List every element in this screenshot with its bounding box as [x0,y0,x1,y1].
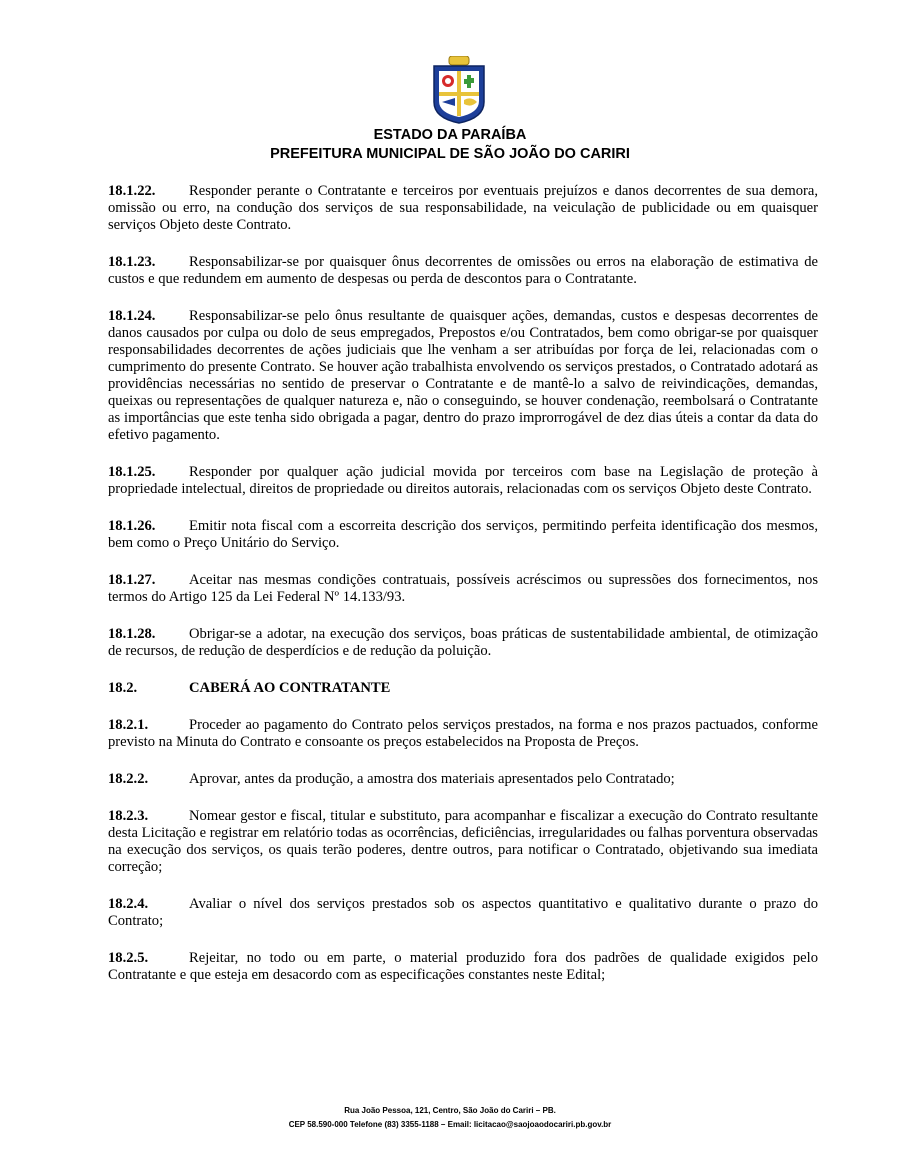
clause-text: Avaliar o nível dos serviços prestados sob os aspectos quantitativo e qualitativo durante o prazo do Contrato; [108,896,818,929]
clause-number: 18.1.24. [108,308,156,324]
clause-text: Responder perante o Contratante e terceiros por eventuais prejuízos e danos decorrentes de sua demora, omissão ou erro, na condução dos serviços de sua responsabilidade, na veiculação de publicidade ou em quaisquer serviços Objeto deste Contrato. [108,183,818,233]
clause-number: 18.1.28. [108,626,156,642]
clause-number: 18.2.4. [108,896,149,912]
state-title: ESTADO DA PARAÍBA [373,127,527,143]
clause-number: 18.1.27. [108,572,156,588]
clause-text: Rejeitar, no todo ou em parte, o material produzido fora dos padrões de qualidade exigidos pelo Contratante e que esteja em desacordo com as especificações constantes neste Edital; [108,950,818,983]
clause-number: 18.2.2. [108,771,149,787]
clause-number: 18.1.22. [108,183,156,199]
clause-text: Aceitar nas mesmas condições contratuais, possíveis acréscimos ou supressões dos fornecimentos, nos termos do Artigo 125 da Lei Federal Nº 14.133/93. [108,572,818,605]
clause-18-1-28 [108,626,818,660]
clause-text: Obrigar-se a adotar, na execução dos serviços, boas práticas de sustentabilidade ambiental, de otimização de recursos, de redução de desperdícios e de redução da poluição. [108,626,818,659]
clause-text: Responsabilizar-se pelo ônus resultante de quaisquer ações, demandas, custos e despesas decorrentes de danos causados por culpa ou dolo de seus empregados, Prepostos e/ou Contratados, bem como obrigar-se por quaisquer responsabilidades decorrentes de ações judiciais que lhe venham a ser atribuídas por força de lei, relacionadas com o cumprimento do presente Contrato. Se houver ação trabalhista envolvendo os serviços prestados, o Contratado adotará as providências necessárias no sentido de preservar o Contratante e de mantê-lo a salvo de reivindicações, demandas, queixas ou representações de qualquer natureza e, não o conseguindo, se houver condenação, reembolsará o Contratante as importâncias que este tenha sido obrigada a pagar, dentro do prazo improrrogável de dez dias úteis a contar da data do efetivo pagamento. [108,308,818,443]
clause-text: Responder por qualquer ação judicial movida por terceiros com base na Legislação de proteção à propriedade intelectual, direitos de propriedade ou direitos autorais, relacionadas com os serviços Objeto deste Contrato. [108,464,818,497]
clause-18-2-5 [108,950,818,984]
clause-text: Proceder ao pagamento do Contrato pelos serviços prestados, na forma e nos prazos pactuados, conforme previsto na Minuta do Contrato e consoante os preços estabelecidos na Proposta de Preços. [108,717,818,750]
municipal-crest-icon [431,56,487,124]
clause-18-1-22 [108,183,818,234]
clause-18-1-25 [108,464,818,498]
clause-number: 18.2.5. [108,950,149,966]
clause-text: Responsabilizar-se por quaisquer ônus decorrentes de omissões ou erros na elaboração de estimativa de custos e que redundem em aumento de despesas ou perda de descontos para o Contratante. [108,254,818,287]
clause-18-2-2 [108,771,818,788]
municipality-title: PREFEITURA MUNICIPAL DE SÃO JOÃO DO CARIRI [270,146,630,162]
clause-18-2-4 [108,896,818,930]
clause-text: Nomear gestor e fiscal, titular e substituto, para acompanhar e fiscalizar a execução do Contrato resultante desta Licitação e registrar em relatório todas as ocorrências, deficiências, irregularidades ou falhas porventura observadas na execução dos serviços, os quais terão poderes, dentre outros, para notificar o Contratado, objetivando sua imediata correção; [108,808,818,875]
clause-text: Emitir nota fiscal com a escorreita descrição dos serviços, permitindo perfeita identificação dos mesmos, bem como o Preço Unitário do Serviço. [108,518,818,551]
clause-number: 18.2.1. [108,717,149,733]
clause-18-1-27 [108,572,818,606]
footer-contact: CEP 58.590-000 Telefone (83) 3355-1188 – Email: licitacao@saojoaodocariri.pb.gov.br [288,1120,612,1129]
clause-number: 18.1.25. [108,464,156,480]
clause-18-2-1 [108,717,818,751]
clause-18-1-24 [108,308,818,444]
footer-address: Rua João Pessoa, 121, Centro, São João do Cariri – PB. [344,1106,556,1115]
clause-number: 18.1.26. [108,518,156,534]
clause-18-1-26 [108,518,818,552]
section-number: 18.2. [108,680,138,696]
clause-number: 18.2.3. [108,808,149,824]
clause-text: Aprovar, antes da produção, a amostra dos materiais apresentados pelo Contratado; [189,771,675,787]
section-title: CABERÁ AO CONTRATANTE [189,680,391,696]
section-heading-18-2 [108,680,818,697]
clause-18-1-23 [108,254,818,288]
clause-number: 18.1.23. [108,254,156,270]
clause-18-2-3 [108,808,818,876]
document-body [108,183,818,1004]
